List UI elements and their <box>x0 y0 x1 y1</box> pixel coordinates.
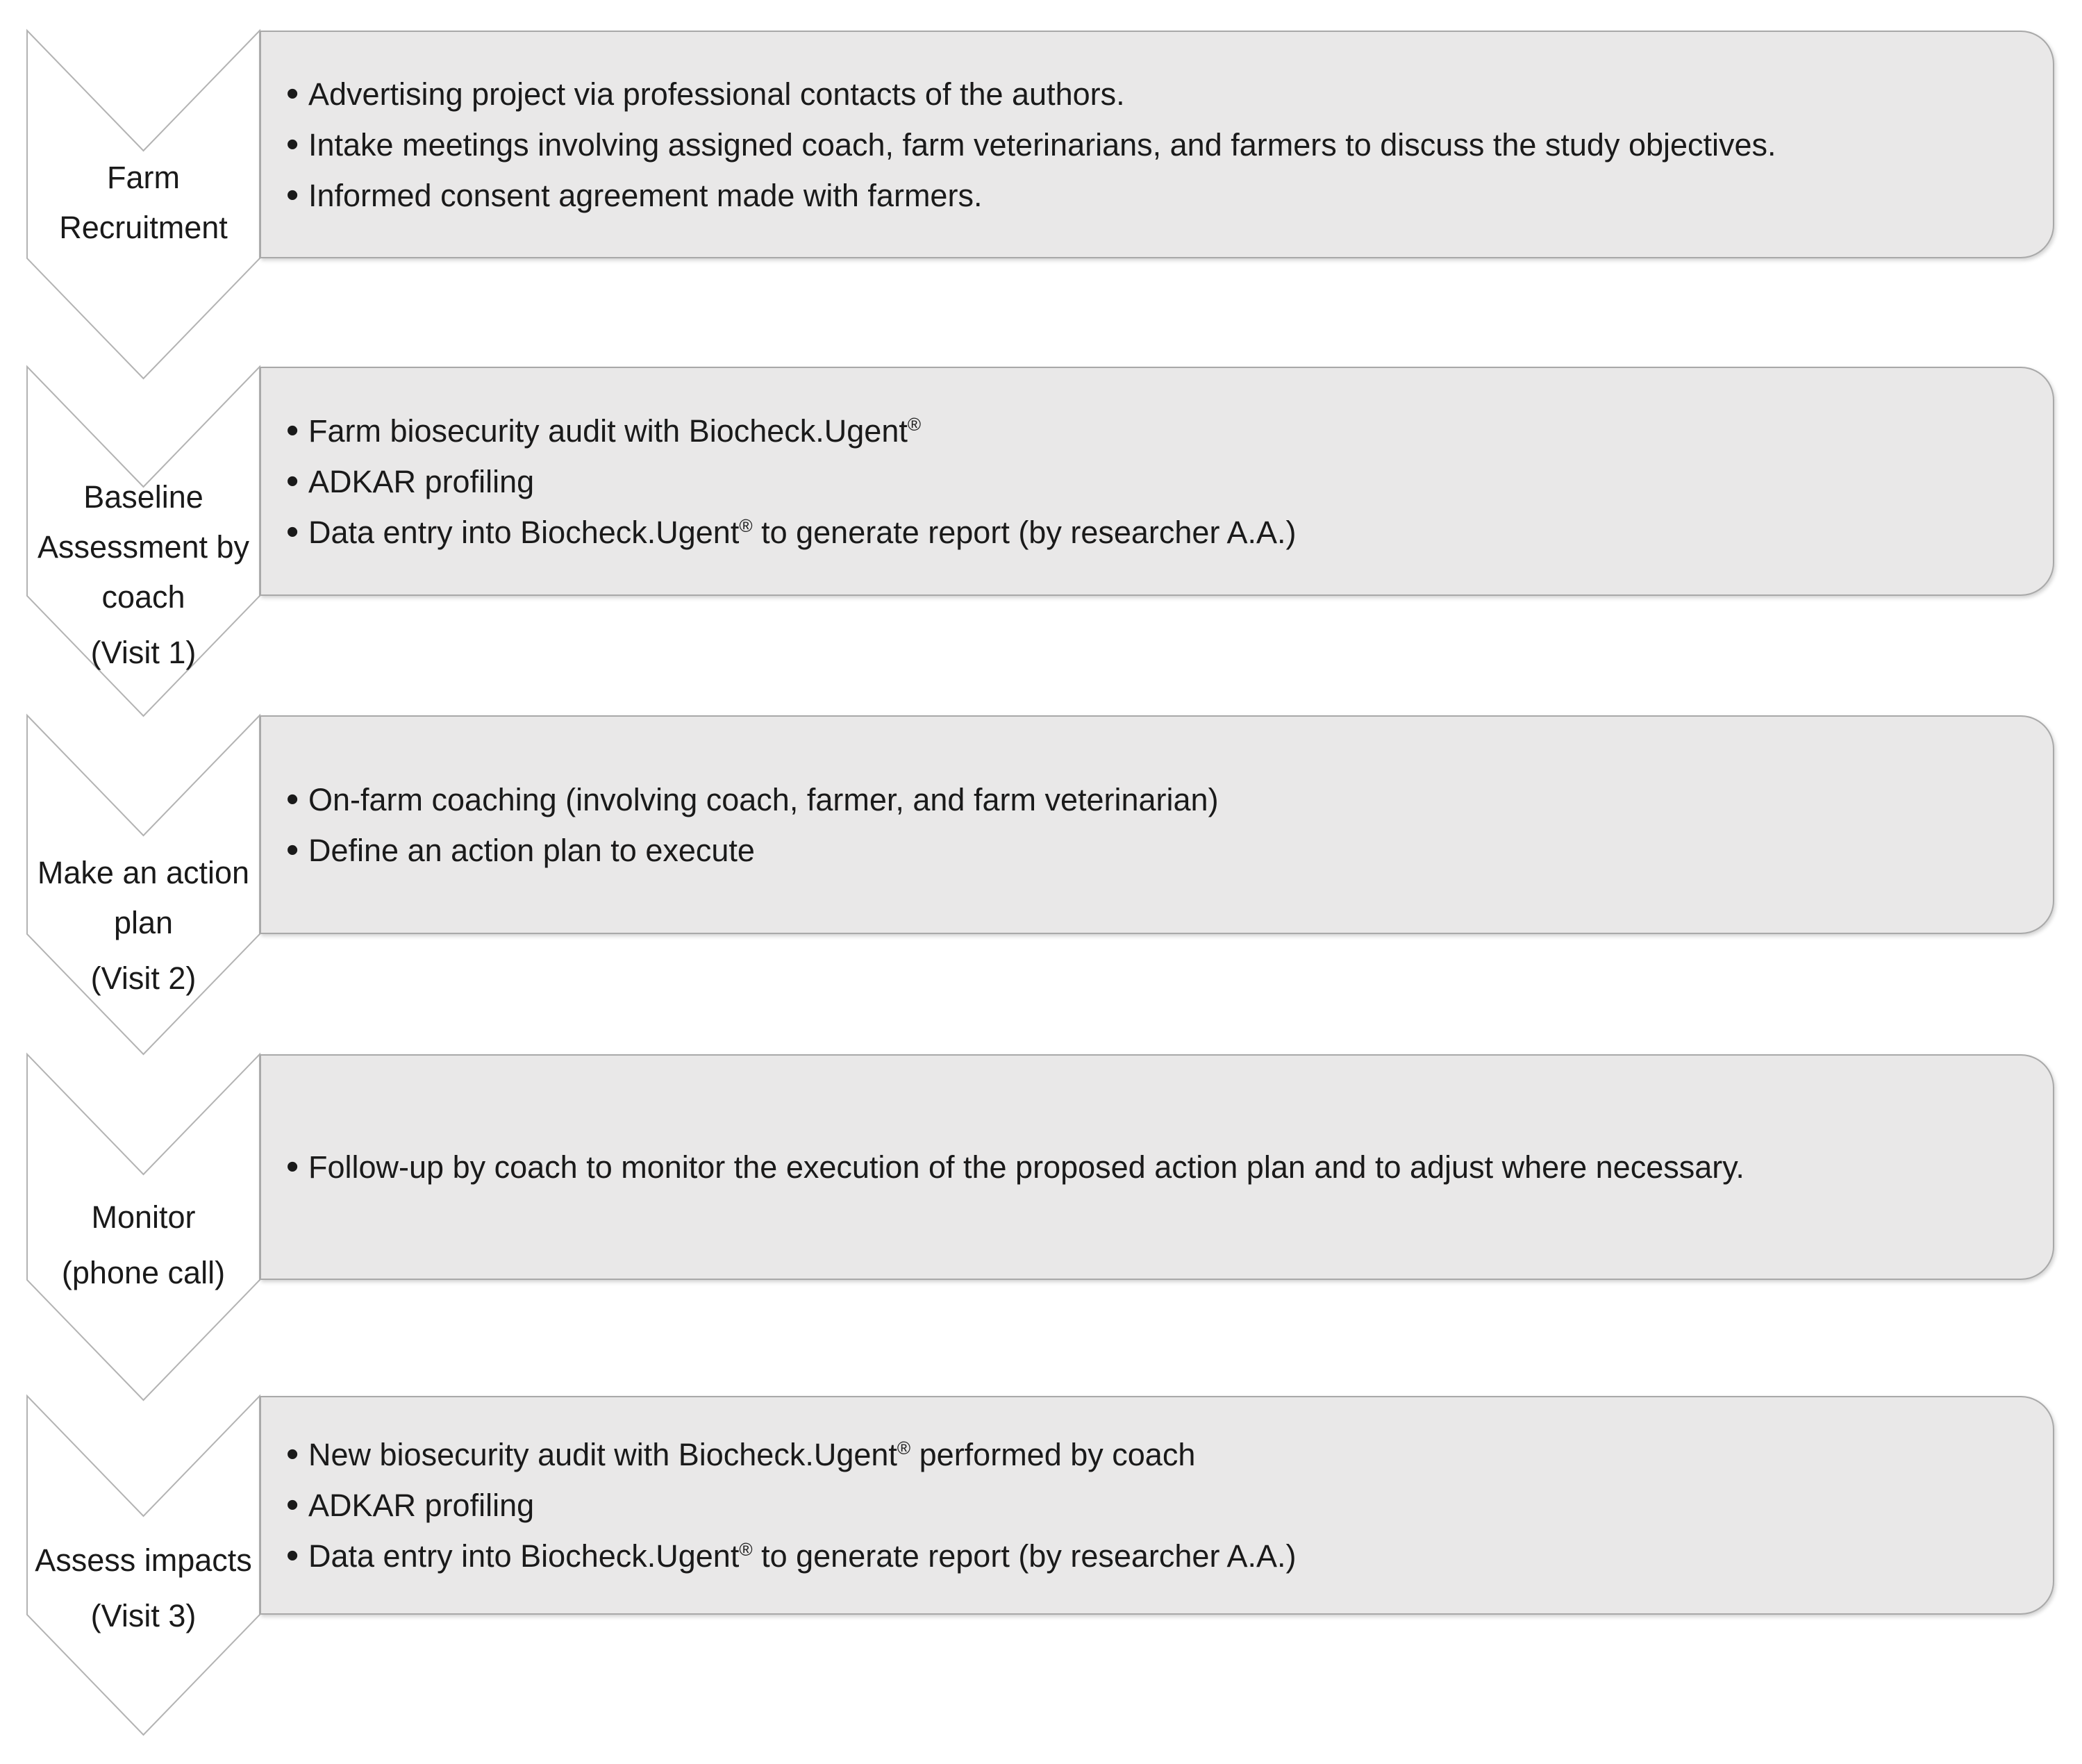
bullet-icon: • <box>286 1536 299 1576</box>
step-4-label <box>27 1192 260 1298</box>
step-5-label-main: Assess impacts <box>35 1542 252 1578</box>
step-3-label-sub: (Visit 2) <box>90 960 197 996</box>
bullet-icon: • <box>286 460 299 501</box>
bullet-item <box>286 774 2032 825</box>
bullet-text: ADKAR profiling <box>308 463 535 499</box>
step-1-box <box>260 31 2054 258</box>
bullet-text: Data entry into Biocheck.Ugent® to generate report (by researcher A.A.) <box>308 514 1297 550</box>
bullet-icon: • <box>286 1147 299 1187</box>
bullet-text: Define an action plan to execute <box>308 832 755 868</box>
step-4-label-main: Monitor <box>91 1199 196 1235</box>
bullet-text: Informed consent agreement made with farmers. <box>308 177 983 213</box>
bullet-text: New biosecurity audit with Biocheck.Ugent® performed by coach <box>308 1437 1196 1472</box>
step-4-label-sub: (phone call) <box>61 1255 226 1290</box>
step-3-box <box>260 715 2054 934</box>
bullet-item <box>286 406 2032 456</box>
bullet-item <box>286 507 2032 558</box>
step-5-label <box>27 1536 260 1641</box>
bullet-item <box>286 825 2032 876</box>
step-1-label-main: Farm Recruitment <box>59 160 228 245</box>
bullet-item <box>286 1480 2032 1531</box>
bullet-item <box>286 1429 2032 1480</box>
bullet-item <box>286 119 2032 170</box>
bullet-icon: • <box>286 511 299 552</box>
bullet-item <box>286 69 2032 119</box>
step-2-label <box>27 472 260 678</box>
bullet-icon: • <box>286 124 299 165</box>
step-1-label <box>27 153 260 253</box>
step-2-box <box>260 367 2054 596</box>
bullet-text: ADKAR profiling <box>308 1488 535 1523</box>
bullet-icon: • <box>286 829 299 870</box>
bullet-text: Intake meetings involving assigned coach, farm veterinarians, and farmers to discuss the study objectives. <box>308 126 1776 163</box>
bullet-icon: • <box>286 1434 299 1474</box>
bullet-icon: • <box>286 174 299 215</box>
bullet-item <box>286 456 2032 507</box>
step-5-label-sub: (Visit 3) <box>90 1598 197 1633</box>
step-5-box <box>260 1396 2054 1615</box>
bullet-text: Farm biosecurity audit with Biocheck.Ugent® <box>308 413 922 449</box>
bullet-item <box>286 1531 2032 1581</box>
bullet-item <box>286 1142 2032 1192</box>
step-3-label <box>27 848 260 1004</box>
bullet-icon: • <box>286 1485 299 1525</box>
bullet-text: On-farm coaching (involving coach, farmer, and farm veterinarian) <box>308 781 1219 817</box>
bullet-item <box>286 170 2032 221</box>
step-2-label-sub: (Visit 1) <box>90 635 197 670</box>
bullet-text: Follow-up by coach to monitor the execution of the proposed action plan and to adjust where necessary. <box>308 1149 1744 1185</box>
step-2-label-main: Baseline Assessment by coach <box>37 479 250 615</box>
step-3-label-main: Make an action plan <box>37 855 250 940</box>
bullet-icon: • <box>286 779 299 819</box>
bullet-icon: • <box>286 73 299 114</box>
step-4-box <box>260 1054 2054 1280</box>
bullet-icon: • <box>286 410 299 451</box>
bullet-text: Data entry into Biocheck.Ugent® to generate report (by researcher A.A.) <box>308 1538 1297 1574</box>
bullet-text: Advertising project via professional contacts of the authors. <box>308 76 1125 112</box>
